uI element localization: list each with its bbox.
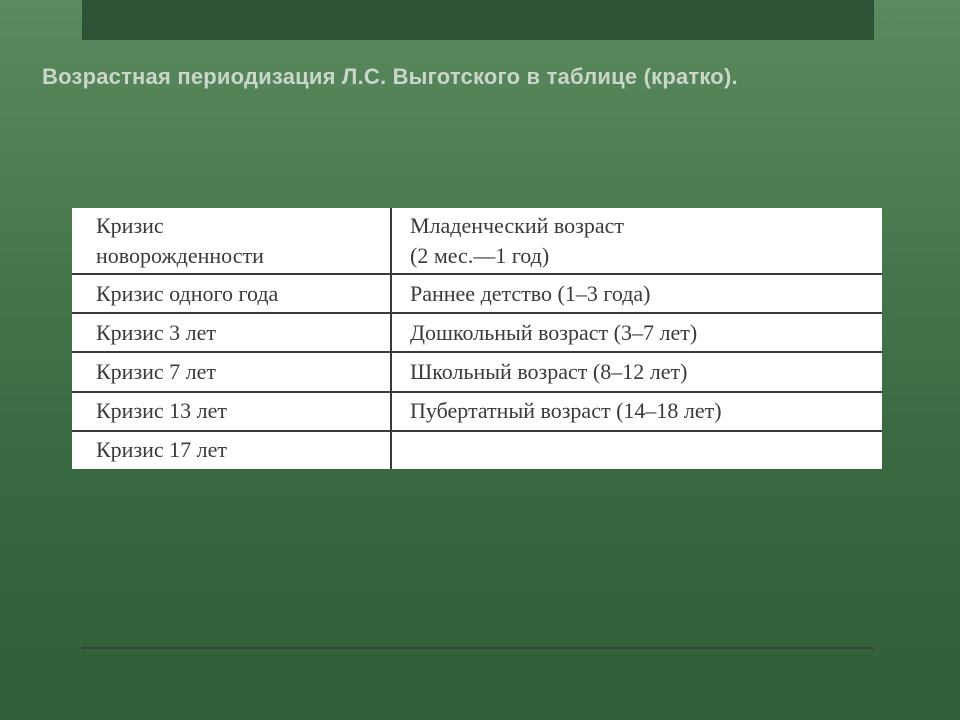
crisis-cell: Кризис 17 лет [72,431,391,469]
period-cell: Пубертатный возраст (14–18 лет) [391,392,882,431]
header-bar [82,0,874,40]
period-cell: Школьный возраст (8–12 лет) [391,352,882,391]
period-cell: Дошкольный возраст (3–7 лет) [391,313,882,352]
footer-divider [82,647,874,649]
period-cell: Младенческий возраст (2 мес.—1 год) [391,208,882,274]
crisis-cell: Кризис одного года [72,274,391,313]
table-row [72,208,882,274]
period-cell: Раннее детство (1–3 года) [391,274,882,313]
periodization-table-image [72,208,882,469]
table-row [72,313,882,352]
crisis-cell: Кризис новорожденности [72,208,391,274]
crisis-cell: Кризис 7 лет [72,352,391,391]
table-row [72,274,882,313]
table-row [72,431,882,469]
table-row [72,392,882,431]
table-row [72,352,882,391]
period-cell [391,431,882,469]
crisis-cell: Кризис 3 лет [72,313,391,352]
periodization-table [72,208,882,469]
crisis-cell: Кризис 13 лет [72,392,391,431]
slide-title: Возрастная периодизация Л.С. Выготского в таблице (кратко). [42,64,738,89]
